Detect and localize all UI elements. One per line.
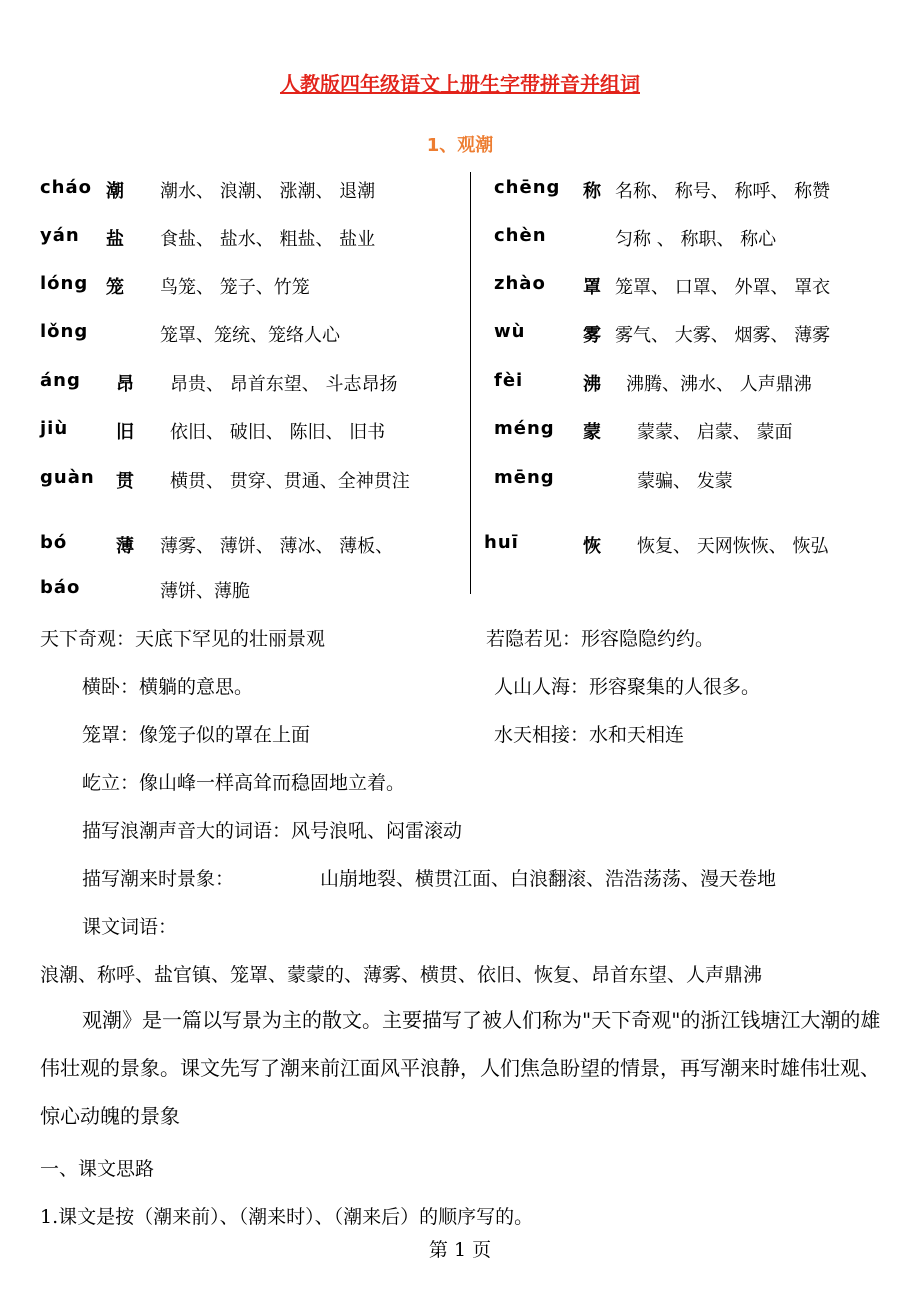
pinyin: wù bbox=[494, 321, 526, 342]
vocab-row bbox=[40, 370, 465, 396]
character: 恢 bbox=[583, 536, 601, 557]
definition: 横卧：横躺的意思。 bbox=[82, 676, 254, 698]
pinyin: huī bbox=[484, 532, 519, 553]
definition: 人山人海：形容聚集的人很多。 bbox=[494, 676, 761, 698]
vocab-list: 浪潮、称呼、盐官镇、笼罩、蒙蒙的、薄雾、横贯、依旧、恢复、昂首东望、人声鼎沸 bbox=[40, 964, 763, 986]
character: 潮 bbox=[106, 181, 124, 202]
vocab-row bbox=[40, 532, 465, 558]
vocab-label: 课文词语： bbox=[82, 916, 178, 938]
character: 称 bbox=[583, 181, 601, 202]
vocab-row bbox=[40, 225, 465, 251]
pinyin: zhào bbox=[494, 273, 546, 294]
point-1: 1.课文是按（潮来前）、（潮来时）、（潮来后）的顺序写的。 bbox=[40, 1206, 534, 1228]
definition: 若隐若见：形容隐隐约约。 bbox=[486, 628, 715, 650]
pinyin: chēng bbox=[494, 177, 561, 198]
word-list: 蒙蒙、 启蒙、 蒙面 bbox=[637, 422, 793, 443]
lesson-title: 1、观潮 bbox=[426, 135, 494, 156]
pinyin: jiù bbox=[40, 418, 69, 439]
document-title: 人教版四年级语文上册生字带拼音并组词 bbox=[280, 72, 640, 96]
pinyin: báo bbox=[40, 577, 81, 598]
pinyin: chèn bbox=[494, 225, 547, 246]
character: 罩 bbox=[583, 277, 601, 298]
word-list: 薄饼、薄脆 bbox=[160, 581, 250, 602]
column-divider bbox=[470, 172, 471, 594]
character: 旧 bbox=[116, 422, 134, 443]
definition: 水天相接：水和天相连 bbox=[494, 724, 685, 746]
vocab-row bbox=[494, 321, 889, 347]
vocab-row bbox=[484, 532, 889, 558]
vocab-row bbox=[40, 321, 465, 347]
vocab-row bbox=[494, 467, 889, 493]
pinyin: mēng bbox=[494, 467, 555, 488]
word-list: 笼罩、 口罩、 外罩、 罩衣 bbox=[615, 277, 831, 298]
summary-paragraph: 观潮》是一篇以写景为主的散文。主要描写了被人们称为"天下奇观"的浙江钱塘江大潮的雄伟壮观的景象。课文先写了潮来前江面风平浪静，人们焦急盼望的情景，再写潮来时雄伟壮观、惊心动魄的景象 bbox=[40, 1008, 881, 1128]
word-list: 昂贵、 昂首东望、 斗志昂扬 bbox=[170, 374, 398, 395]
vocab-row bbox=[494, 225, 889, 251]
pinyin: lǒng bbox=[40, 321, 89, 342]
character: 盐 bbox=[106, 229, 124, 250]
word-list: 蒙骗、 发蒙 bbox=[637, 471, 733, 492]
definition: 天下奇观：天底下罕见的壮丽景观 bbox=[40, 628, 326, 650]
vocab-row bbox=[494, 273, 889, 299]
character: 沸 bbox=[583, 374, 601, 395]
pinyin: fèi bbox=[494, 370, 524, 391]
character: 蒙 bbox=[583, 422, 601, 443]
vocab-row bbox=[494, 177, 889, 203]
sound-words-line: 描写浪潮声音大的词语：风号浪吼、闷雷滚动 bbox=[82, 820, 463, 842]
word-list: 鸟笼、 笼子、竹笼 bbox=[160, 277, 310, 298]
vocab-row bbox=[40, 467, 465, 493]
section-heading: 一、课文思路 bbox=[40, 1158, 155, 1180]
character: 昂 bbox=[116, 374, 134, 395]
vocab-row bbox=[40, 418, 465, 444]
pinyin: yán bbox=[40, 225, 80, 246]
word-list: 依旧、 破旧、 陈旧、 旧书 bbox=[170, 422, 386, 443]
word-list: 横贯、 贯穿、贯通、全神贯注 bbox=[170, 471, 410, 492]
word-list: 雾气、 大雾、 烟雾、 薄雾 bbox=[615, 325, 831, 346]
word-list: 食盐、 盐水、 粗盐、 盐业 bbox=[160, 229, 376, 250]
definition: 屹立：像山峰一样高耸而稳固地立着。 bbox=[82, 772, 406, 794]
character: 贯 bbox=[116, 471, 134, 492]
vocab-row bbox=[494, 418, 889, 444]
word-list: 薄雾、 薄饼、 薄冰、 薄板、 bbox=[160, 536, 394, 557]
character: 雾 bbox=[583, 325, 601, 346]
definition: 笼罩：像笼子似的罩在上面 bbox=[82, 724, 311, 746]
character: 笼 bbox=[106, 277, 124, 298]
pinyin: lóng bbox=[40, 273, 89, 294]
word-list: 匀称 、 称职、 称心 bbox=[615, 229, 777, 250]
pinyin: cháo bbox=[40, 177, 92, 198]
pinyin: méng bbox=[494, 418, 555, 439]
word-list: 潮水、 浪潮、 涨潮、 退潮 bbox=[160, 181, 376, 202]
scene-label: 描写潮来时景象： bbox=[82, 868, 235, 890]
word-list: 恢复、 天网恢恢、 恢弘 bbox=[637, 536, 829, 557]
word-list: 沸腾、沸水、 人声鼎沸 bbox=[626, 374, 812, 395]
word-list: 笼罩、笼统、笼络人心 bbox=[160, 325, 340, 346]
pinyin: bó bbox=[40, 532, 68, 553]
pinyin: guàn bbox=[40, 467, 95, 488]
page-number: 第 1 页 bbox=[428, 1239, 492, 1261]
character: 薄 bbox=[116, 536, 134, 557]
vocab-row bbox=[40, 577, 465, 603]
pinyin: áng bbox=[40, 370, 81, 391]
vocab-row bbox=[40, 177, 465, 203]
scene-words: 山崩地裂、横贯江面、白浪翻滚、浩浩荡荡、漫天卷地 bbox=[320, 868, 777, 890]
vocab-row bbox=[494, 370, 889, 396]
word-list: 名称、 称号、 称呼、 称赞 bbox=[615, 181, 831, 202]
vocab-row bbox=[40, 273, 465, 299]
